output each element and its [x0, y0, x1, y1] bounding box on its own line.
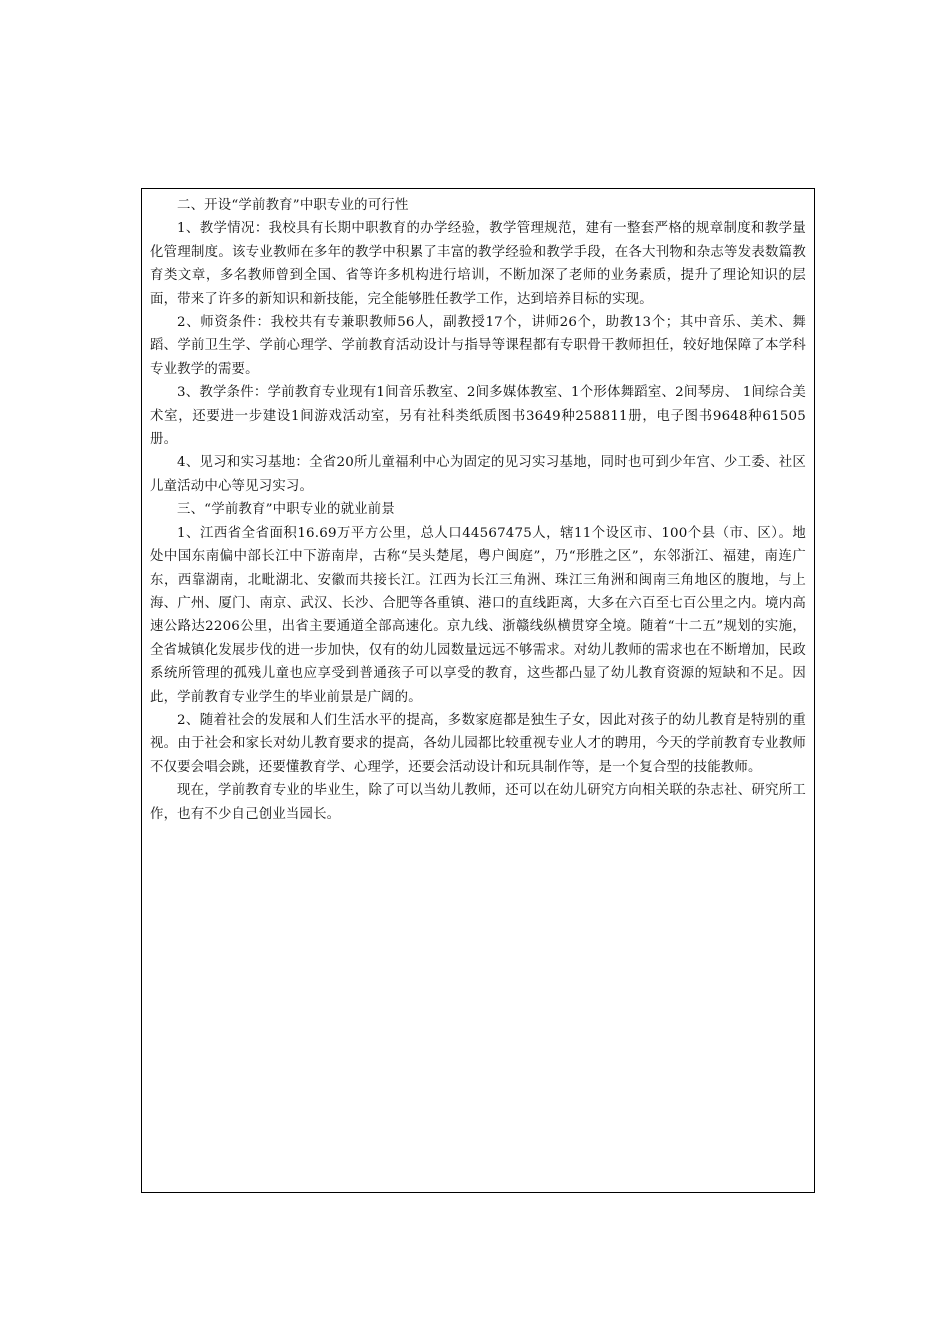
paragraph-teaching-conditions: 3、教学条件：学前教育专业现有1间音乐教室、2间多媒体教室、1个形体舞蹈室、2间琴房、 1间综合美术室，还要进一步建设1间游戏活动室，另有社科类纸质图书3649种258811册，电子图书9648种61505册。: [150, 385, 806, 448]
form-box: [141, 188, 815, 1193]
section-heading-feasibility: 二、开设“学前教育”中职专业的可行性: [177, 198, 409, 213]
paragraph-practice-base: 4、见习和实习基地：全省20所儿童福利中心为固定的见习实习基地，同时也可到少年宫、少工委、社区儿童活动中心等见习实习。: [150, 455, 806, 494]
paragraph-teaching-situation: 1、教学情况：我校具有长期中职教育的办学经验，教学管理规范，建有一整套严格的规章制度和教学量化管理制度。该专业教师在多年的教学中积累了丰富的教学经验和教学手段，在各大刊物和杂志等发表数篇教育类文章，多名教师曾到全国、省等许多机构进行培训，不断加深了老师的业务素质，提升了理论知识的层面，带来了许多的新知识和新技能，完全能够胜任教学工作，达到培养目标的实现。: [150, 221, 806, 307]
paragraph-career-options: 现在，学前教育专业的毕业生，除了可以当幼儿教师，还可以在幼儿研究方向相关联的杂志社、研究所工作，也有不少自己创业当园长。: [150, 783, 806, 822]
paragraph-jiangxi-overview: 1、江西省全省面积16.69万平方公里，总人口44567475人，辖11个设区市、100个县（市、区）。地处中国东南偏中部长江中下游南岸，古称“吴头楚尾，粤户闽庭”，乃“形胜之区”，东邻浙江、福建，南连广东，西靠湖南，北毗湖北、安徽而共接长江。江西为长江三角洲、珠江三角洲和闽南三角地区的腹地，与上海、广州、厦门、南京、武汉、长沙、合肥等各重镇、港口的直线距离，大多在六百至七百公里之内。境内高速公路达2206公里，出省主要通道全部高速化。京九线、浙赣线纵横贯穿全境。随着“十二五”规划的实施，全省城镇化发展步伐的进一步加快，仅有的幼儿园数量远远不够需求。对幼儿教师的需求也在不断增加，民政系统所管理的孤残儿童也应享受到普通孩子可以享受的教育，这些都凸显了幼儿教育资源的短缺和不足。因此，学前教育专业学生的毕业前景是广阔的。: [150, 525, 806, 705]
paragraph-faculty: 2、师资条件：我校共有专兼职教师56人，副教授17个，讲师26个，助教13个；其中音乐、美术、舞蹈、学前卫生学、学前心理学、学前教育活动设计与指导等课程都有专职骨干教师担任，较好地保障了本学科专业教学的需要。: [150, 315, 806, 377]
section-heading-employment: 三、“学前教育”中职专业的就业前景: [177, 502, 395, 518]
paragraph-social-demand: 2、随着社会的发展和人们生活水平的提高，多数家庭都是独生子女，因此对孩子的幼儿教育是特别的重视。由于社会和家长对幼儿教育要求的提高，各幼儿园都比较重视专业人才的聘用，今天的学前教育专业教师不仅要会唱会跳，还要懂教育学、心理学，还要会活动设计和玩具制作等，是一个复合型的技能教师。: [150, 712, 806, 775]
